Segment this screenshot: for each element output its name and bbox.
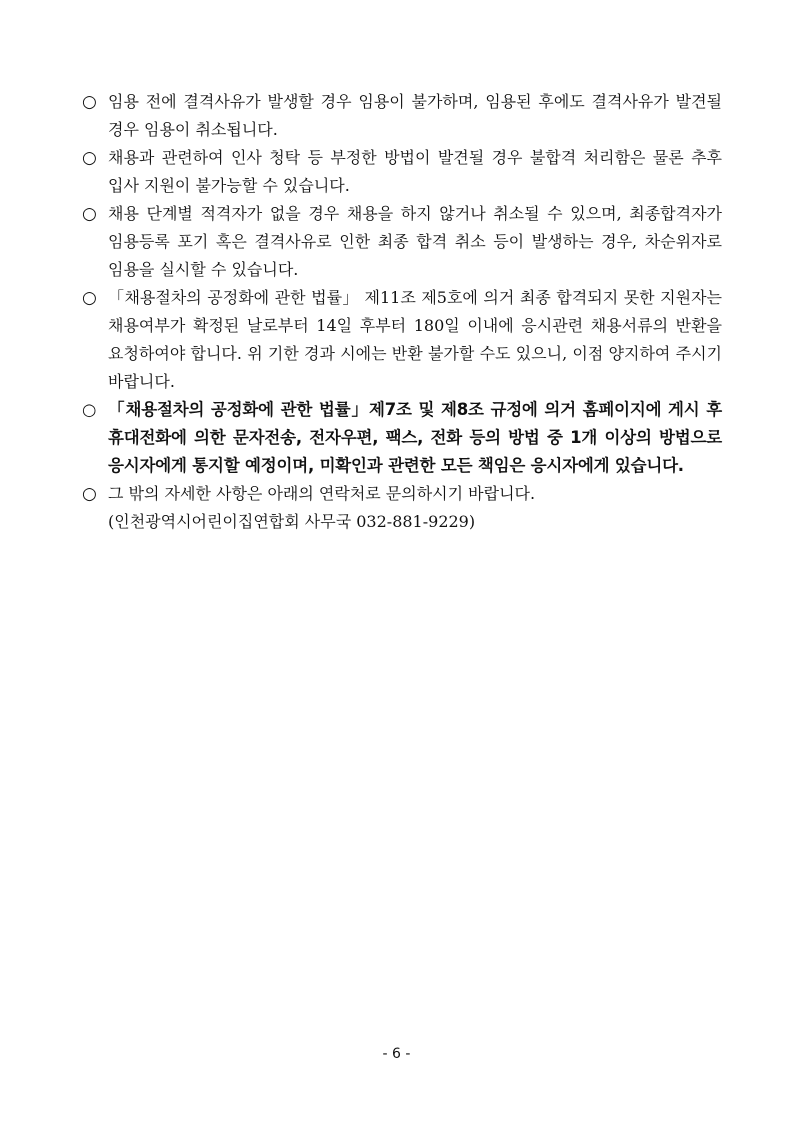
notice-text: 채용과 관련하여 인사 청탁 등 부정한 방법이 발견될 경우 불합격 처리함은 물론 추후 입사 지원이 불가능할 수 있습니다. bbox=[108, 148, 722, 195]
notice-text: 임용 전에 결격사유가 발생할 경우 임용이 불가하며, 임용된 후에도 결격사유가 발견될 경우 임용이 취소됩니다. bbox=[108, 92, 722, 139]
notice-item-disqualification bbox=[82, 88, 722, 144]
notice-item-inquiry bbox=[82, 480, 722, 508]
circle-bullet-icon: ○ bbox=[82, 400, 97, 419]
circle-bullet-icon: ○ bbox=[82, 204, 97, 224]
notice-text: 채용 단계별 적격자가 없을 경우 채용을 하지 않거나 취소될 수 있으며, 최종합격자가 임용등록 포기 혹은 결격사유로 인한 최종 합격 취소 등이 발생하는 경우, 차순위자로 임용을 실시할 수 있습니다. bbox=[108, 204, 722, 279]
circle-bullet-icon: ○ bbox=[82, 484, 97, 504]
notice-item-document-return bbox=[82, 284, 722, 396]
notice-item-no-qualified bbox=[82, 200, 722, 284]
circle-bullet-icon: ○ bbox=[82, 148, 97, 168]
document-body bbox=[82, 88, 722, 536]
notice-text: 그 밖의 자세한 사항은 아래의 연락처로 문의하시기 바랍니다. bbox=[108, 484, 536, 503]
contact-info: (인천광역시어린이집연합회 사무국 032-881-9229) bbox=[108, 512, 476, 531]
notice-text-bold: 「채용절차의 공정화에 관한 법률」제7조 및 제8조 규정에 의거 홈페이지에 게시 후 휴대전화에 의한 문자전송, 전자우편, 팩스, 전화 등의 방법 중 1개 이상의 방법으로 응시자에게 통지할 예정이며, 미확인과 관련한 모든 책임은 응시자에게 있습니다. bbox=[108, 400, 722, 475]
circle-bullet-icon: ○ bbox=[82, 92, 97, 112]
notice-item-solicitation bbox=[82, 144, 722, 200]
circle-bullet-icon: ○ bbox=[82, 288, 97, 308]
page-number: - 6 - bbox=[382, 1046, 411, 1062]
notice-text: 「채용절차의 공정화에 관한 법률」 제11조 제5호에 의거 최종 합격되지 못한 지원자는 채용여부가 확정된 날로부터 14일 후부터 180일 이내에 응시관련 채용서류의 반환을 요청하여야 합니다. 위 기한 경과 시에는 반환 불가할 수도 있으니, 이점 양지하여 주시기 바랍니다. bbox=[108, 288, 722, 391]
notice-item-notification bbox=[82, 396, 722, 480]
